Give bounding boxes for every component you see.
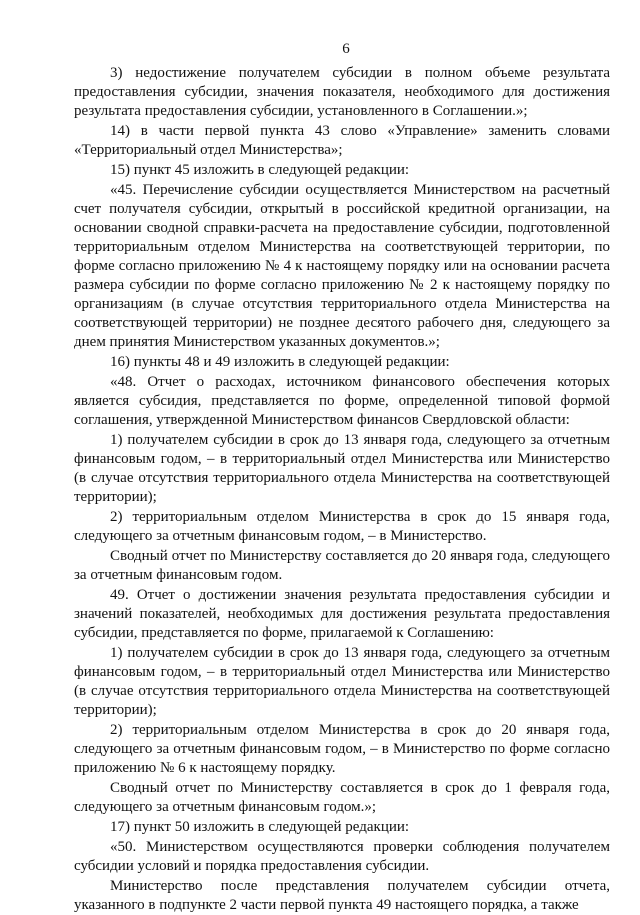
paragraph: «45. Перечисление субсидии осуществляется Министерством на расчетный счет получателя субсидии, открытый в российской кредитной организации, на основании сводной справки-расчета на предоставление субсидии, подготовленной территориальным отделом Министерства на соответствующей территории, по форме согласно приложению № 4 к настоящему порядку или на основании расчета размера субсидии по форме согласно приложению № 2 к настоящему порядку по организациям (в случае отсутствия территориального отдела Министерства на соответствующей территории) не позднее десятого рабочего дня, следующего за днем принятия Министерством указанных документов.»;	[74, 182, 610, 350]
paragraph: 15) пункт 45 изложить в следующей редакции:	[110, 162, 410, 178]
page-number: 6	[342, 41, 350, 57]
paragraph: 1) получателем субсидии в срок до 13 января года, следующего за отчетным финансовым годом, – в территориальный отдел Министерства или Министерство (в случае отсутствия территориального отдела Министерства на соответствующей территории);	[74, 432, 610, 505]
paragraph: «48. Отчет о расходах, источником финансового обеспечения которых является субсидия, представляется по форме, определенной типовой формой соглашения, утвержденной Министерством финансов Свердловской области:	[74, 374, 610, 428]
paragraph: 49. Отчет о достижении значения результата предоставления субсидии и значений показателей, необходимых для достижения результата предоставления субсидии, представляется по форме, прилагаемой к Соглашению:	[74, 587, 610, 641]
paragraph: Министерство после представления получателем субсидии отчета, указанного в подпункте 2 части первой пункта 49 настоящего порядка, а также	[74, 878, 610, 913]
paragraph: 17) пункт 50 изложить в следующей редакции:	[110, 819, 410, 835]
paragraph: 2) территориальным отделом Министерства в срок до 20 января года, следующего за отчетным финансовым годом, – в Министерство по форме согласно приложению № 6 к настоящему порядку.	[74, 722, 610, 776]
paragraph: 1) получателем субсидии в срок до 13 января года, следующего за отчетным финансовым годом, – в территориальный отдел Министерства или Министерство (в случае отсутствия территориального отдела Министерства на соответствующей территории);	[74, 645, 610, 718]
paragraph: 16) пункты 48 и 49 изложить в следующей редакции:	[110, 354, 450, 370]
paragraph: Сводный отчет по Министерству составляется до 20 января года, следующего за отчетным финансовым годом.	[74, 548, 610, 583]
paragraph: «50. Министерством осуществляются проверки соблюдения получателем субсидии условий и порядка предоставления субсидии.	[74, 839, 610, 874]
paragraph: 2) территориальным отделом Министерства в срок до 15 января года, следующего за отчетным финансовым годом, – в Министерство.	[74, 509, 610, 544]
paragraph: 3) недостижение получателем субсидии в полном объеме результата предоставления субсидии, значения показателя, необходимого для достижения результата предоставления субсидии, установленного в Соглашении.»;	[74, 65, 610, 119]
paragraph: 14) в части первой пункта 43 слово «Управление» заменить словами «Территориальный отдел Министерства»;	[74, 123, 610, 158]
paragraph: Сводный отчет по Министерству составляется в срок до 1 февраля года, следующего за отчетным финансовым годом.»;	[74, 780, 610, 815]
